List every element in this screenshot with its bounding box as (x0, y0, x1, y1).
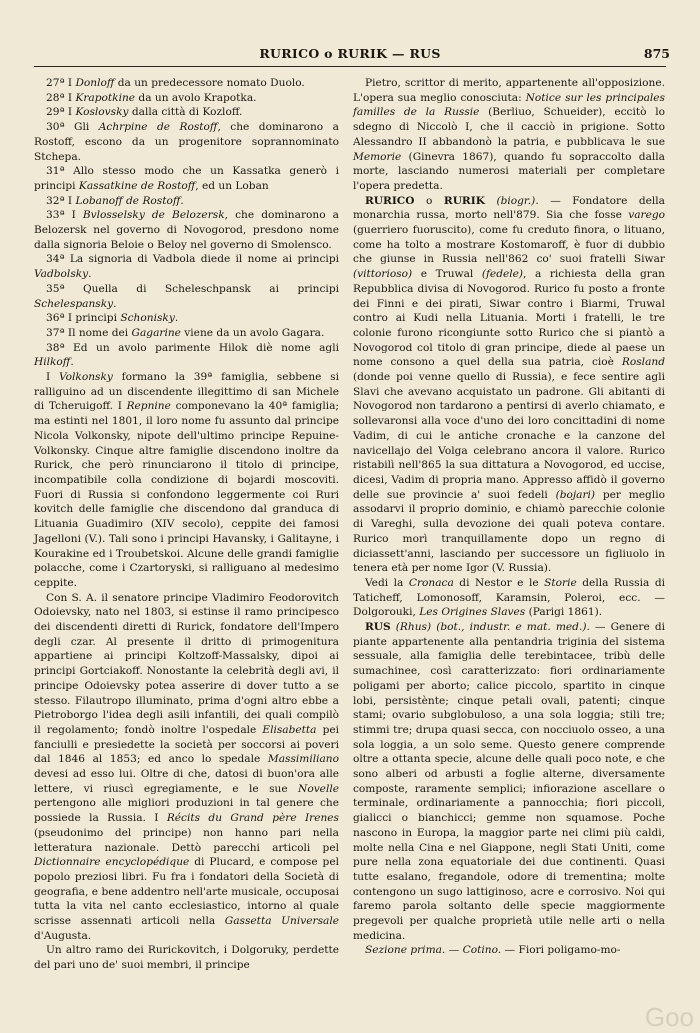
left_column-paragraph: 32ª I Lobanoff de Rostoff. (46, 194, 184, 207)
left_column-paragraph: 38ª Ed un avolo parimente Hilok diè nome agli Hilkoff. (34, 341, 339, 369)
left_column-paragraph: 29ª I Koslovsky dalla città di Kozloff. (46, 106, 243, 119)
left_column-paragraph: 27ª I Donloff da un predecessore nomato Duolo. (46, 77, 305, 89)
page-number: 875 (643, 46, 670, 61)
right_column-paragraph: Vedi la Cronaca di Nestor e le Storie della Russia di Taticheff, Lomonosoff, Karamsin, Poleroi, ecc. — Dolgorouki, Les Origines Slaves (Parigi 1861). (353, 576, 665, 619)
right-column (353, 76, 665, 958)
left_column-paragraph: Con S. A. il senatore principe Vladimiro Feodorovitch Odoievsky, nato nel 1803, si estinse il ramo principesco dei discendenti diretti di Rurick, fondatore dell'Impero degli czar. Al presente il dritto di primogenitura appartiene ai principi Koltzoff-Massalsky, dipoi ai principi Gortciakoff. Nonostante la celebrità degli avi, il principe Odoievsky potea asserire di dover tutto a se stesso. Filautropo illuminato, prima d'ogni altro ebbe a Pietroborgo l'idea degli asili infantili, dei quali compilò il regolamento; fondò inoltre l'ospedale Elisabetta pei fanciulli e presiedette la società per soccorsi ai poveri dal 1846 al 1853; ed anco lo spedale Massimiliano devesi ad esso lui. Oltre di che, datosi di buon'ora alle lettere, vi riuscì egregiamente, e le sue Novelle pertengono alle migliori produzioni in tal genere che possiede la Russia. I Récits du Grand père Irenes (pseudonimo del principe) non hanno pari nella letteratura nazionale. Dettò parecchi articoli pel Dictionnaire encyclopédique di Plucard, e compose pel popolo preziosi libri. Fu fra i fondatori della Società di geografia, e bene addentro nell'arte musicale, occuposai tutta la vita nel canto ecclesiastico, intorno al quale scrisse assennati articoli nella Gassetta Universale d'Augusta. (34, 591, 340, 942)
left_column-paragraph: I Volkonsky formano la 39ª famiglia, sebbene si ralliguino ad un discendente illegittimo di san Michele di Tcheruigoff. I Repnine componevano la 40ª famiglia; ma estinti nel 1801, il loro nome fu assunto dal principe Nicola Volkonsky, nipote dell'ultimo principe Repuine-Volkonsky. Cinque altre famiglie discendono inoltre da Rurick, che però rinunciarono il titolo di principe, incompatibile colla condizione di bojardi moscoviti. Fuori di Russia si confondono leggermente coi Ruri kovitch delle famiglie che discendono dal granduca di Lituania Guadimiro (XIV secolo), ceppite dei famosi Jagelloni (V.). Tali sono i principi Havansky, i Galitayne, i Kourakine ed i Troubetskoi. Alcune delle grandi famiglie polacche, come i Czartoryski, si ralliguano al medesimo ceppite. (34, 371, 339, 589)
right_column-paragraph: Pietro, scrittor di merito, appartenente all'opposizione. L'opera sua meglio conosciuta: Notice sur les principales familles de la Russie (Berliuo, Schueider), eccitò lo sdegno di Niccolò I, che il cacciò in prigione. Sotto Alessandro II abbandonò la patria, e pubblicava le sue Memorie (Ginevra 1867), quando fu sopraccolto dalla morte, lasciando numerosi materiali per completare l'opera predetta. (353, 77, 665, 192)
left_column-paragraph: 36ª I principi Schonisky. (46, 312, 179, 325)
scan-watermark: Goo (644, 1002, 694, 1032)
right_column-paragraph: RUS (Rhus) (bot., industr. e mat. med.). — Genere di piante appartenente alla pentandria triginia del sistema sessuale, alla famiglia delle terebintacee, tribù delle sumachinee, così caratterizzato: fiori ordinariamente poligami per aborto; calice piccolo, spartito in cinque lobi, persistènte; cinque petali ovali, patenti; cinque stami; ovario subglobuloso, a una sola loggia; stili tre; stimmi tre; drupa quasi secca, con nocciuolo osseo, a una sola loggia, a un solo seme. Questo genere comprende oltre a ottanta specie, alcune delle quali poco note, e che sono alberi od arbusti a foglie alterne, diversamente composte, raramente semplici; infiorazione ascellare o terminale, ordinariamente a pannocchia; fiori piccoli, gialicci o bianchicci; gemme non squamose. Poche nascono in Europa, la maggior parte nei climi più caldi, molte nella Cina e nel Giappone, negli Stati Uniti, come pure nella zona equatoriale dei due continenti. Quasi tutte esalano, fregandole, odore di trementina; molte contengono un sugo lattiginoso, acre e corrosivo. Noi qui faremo parola soltanto delle specie maggiormente pregevoli per qualche proprietà utile nelle arti o nella medicina. (353, 621, 666, 942)
right_column-paragraph: RURICO o RURIK (biogr.). — Fondatore della monarchia russa, morto nell'879. Sia che fosse varego (guerriero fuoruscito), come fu creduto finora, o lituano, come ha tolto a mostrare Kostomaroff, è fuor di dubbio che giunse in Russia nell'862 co' suoi fratelli Siwar (vittorioso) e Truwal (fedele), a richiesta della gran Repubblica divisa di Novogorod. Rurico fu posto a fronte dei Finni e dei pirati, Siwar contro i Biarmi, Truwal contro ai Kudi nella Lituania. Morti i fratelli, le tre colonie furono ricongiunte sotto Rurico che si piantò a Novogorod col titolo di gran principe, diede al paese un nome consono a quel della sua patria, cioè Rosland (donde poi venne quello di Russia), e fece sentire agli Slavi che avevano acquistato un padrone. Gli abitanti di Novogorod non tardarono a pentirsi di averlo chiamato, e sollevaronsi alla voce d'uno dei loro concittadini di nome Vadim, di cui le antiche cronache e la canzone del navicellajo del Volga celebrano ancora il valore. Rurico ristabilì nell'865 la sua dittatura a Novogorod, ed uccise, dicesi, Vadim di propria mano. Appresso affidò il governo delle sue provincie a' suoi fedeli (bojari) per meglio assodarvi il proprio dominio, e chiamò parecchie colonie di Vareghi, sulla devozione dei quali poteva contare. Rurico morì tranquillamente dopo un regno di diciassett'anni, lasciando per successore un figliuolo in tenera età per nome Igor (V. Russia). (353, 194, 666, 575)
left_column-paragraph: 28ª I Krapotkine da un avolo Krapotka. (46, 91, 257, 104)
left_column-paragraph: 33ª I Bvlosselsky de Belozersk, che dominarono a Belozersk nel governo di Novogorod, presdono nome dalla signoria Beloie o Beloy nel governo di Smolensco. (34, 209, 340, 251)
header-rule (34, 66, 666, 67)
running-title: RURICO o RURIK — RUS (259, 46, 441, 61)
left_column-paragraph: 31ª Allo stesso modo che un Kassatka generò i principi Kassatkine de Rostoff, ed un Loban (34, 165, 339, 192)
left-column (34, 76, 339, 973)
left_column-paragraph: Un altro ramo dei Rurickovitch, i Dolgoruky, perdette del pari uno de' suoi membri, il principe (34, 944, 339, 972)
left_column-paragraph: 37ª Il nome dei Gagarine viene da un avolo Gagara. (46, 326, 325, 339)
left_column-paragraph: 35ª Quella di Scheleschpansk ai principi Schelespansky. (34, 282, 339, 310)
page-header (30, 46, 670, 66)
left_column-paragraph: 34ª La signoria di Vadbola diede il nome ai principi Vadbolsky. (34, 253, 339, 281)
right_column-paragraph: Sezione prima. — Cotino. — Fiori poligamo-mo- (365, 944, 621, 957)
left_column-paragraph: 30ª Gli Achrpine de Rostoff, che dominarono a Rostoff, escono da un progenitore soprannominato Stchepa. (34, 121, 339, 163)
